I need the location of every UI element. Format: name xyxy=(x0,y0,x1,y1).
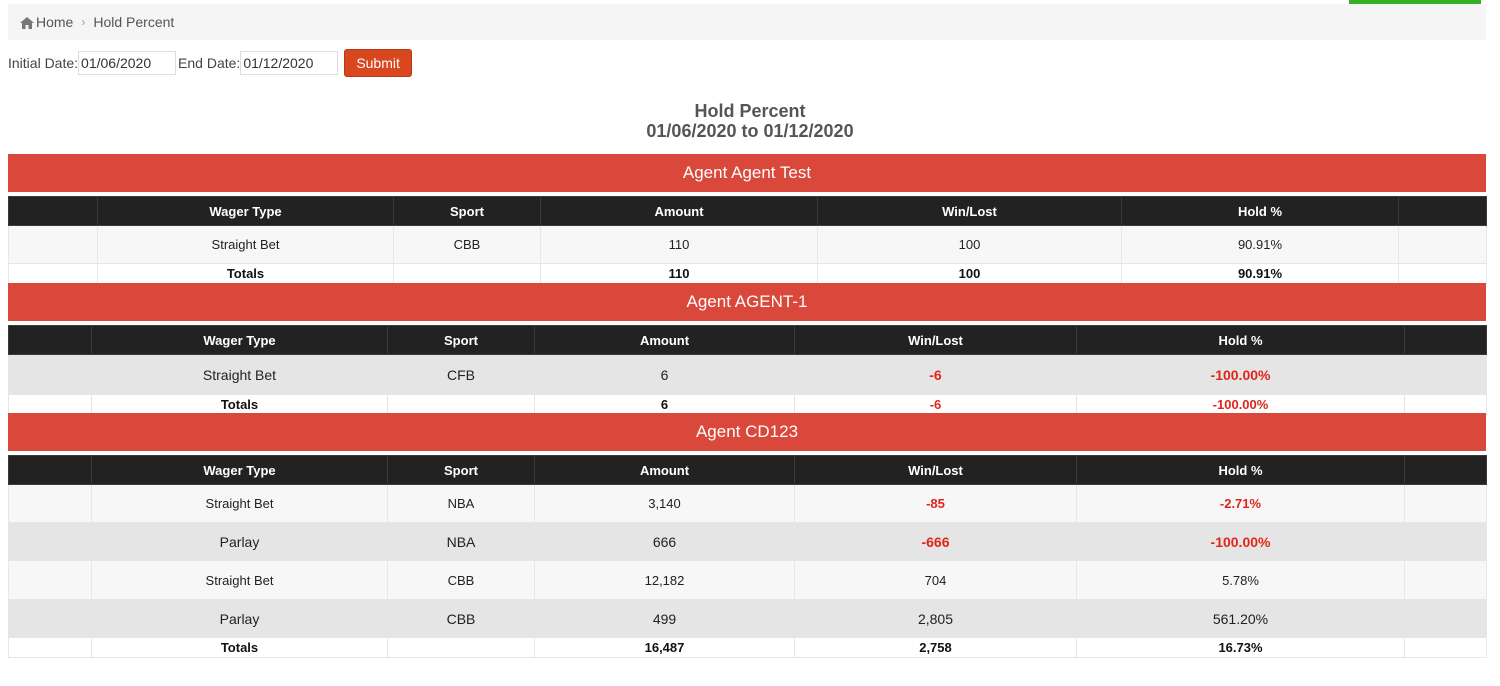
totals-win-lost: -6 xyxy=(795,395,1077,415)
table-header-row xyxy=(9,197,1487,226)
sport-cell: NBA xyxy=(388,485,535,523)
end-date-label: End Date: xyxy=(178,55,241,71)
amount-cell: 3,140 xyxy=(535,485,795,523)
table-row xyxy=(9,485,1487,523)
amount-cell: 12,182 xyxy=(535,561,795,600)
wager-type-cell: Parlay xyxy=(92,600,388,638)
chevron-right-icon: › xyxy=(81,15,86,29)
report-heading xyxy=(0,101,1500,141)
win-lost-cell: -6 xyxy=(795,355,1077,395)
column-header-win-lost[interactable]: Win/Lost xyxy=(818,197,1122,226)
hold-cell: -2.71% xyxy=(1077,485,1405,523)
totals-hold: 16.73% xyxy=(1077,638,1405,658)
table-row xyxy=(9,600,1487,638)
initial-date-input[interactable] xyxy=(78,51,176,75)
column-header-hold[interactable]: Hold % xyxy=(1122,197,1399,226)
column-header-amount[interactable]: Amount xyxy=(535,326,795,355)
hold-cell: -100.00% xyxy=(1077,523,1405,561)
agent-section-header: Agent CD123 xyxy=(8,413,1486,451)
totals-hold: 90.91% xyxy=(1122,264,1399,284)
win-lost-cell: -666 xyxy=(795,523,1077,561)
totals-row xyxy=(9,395,1487,415)
breadcrumb-home-link[interactable]: Home xyxy=(36,14,74,30)
table-row xyxy=(9,355,1487,395)
column-header-amount[interactable]: Amount xyxy=(541,197,818,226)
sport-cell: CFB xyxy=(388,355,535,395)
column-header-wager-type[interactable]: Wager Type xyxy=(92,326,388,355)
totals-amount: 110 xyxy=(541,264,818,284)
breadcrumb-current: Hold Percent xyxy=(93,14,175,30)
amount-cell: 666 xyxy=(535,523,795,561)
totals-label: Totals xyxy=(92,638,388,658)
wager-type-cell: Straight Bet xyxy=(92,485,388,523)
table-header-row xyxy=(9,326,1487,355)
report-title: Hold Percent xyxy=(694,101,806,121)
submit-button[interactable]: Submit xyxy=(344,49,412,77)
totals-hold: -100.00% xyxy=(1077,395,1405,415)
totals-row xyxy=(9,638,1487,658)
win-lost-cell: 100 xyxy=(818,226,1122,264)
column-header-hold[interactable]: Hold % xyxy=(1077,456,1405,485)
totals-win-lost: 2,758 xyxy=(795,638,1077,658)
initial-date-label: Initial Date: xyxy=(8,55,79,71)
column-header-sport[interactable]: Sport xyxy=(388,326,535,355)
win-lost-cell: -85 xyxy=(795,485,1077,523)
amount-cell: 110 xyxy=(541,226,818,264)
column-header-wager-type[interactable]: Wager Type xyxy=(92,456,388,485)
wager-type-cell: Straight Bet xyxy=(92,561,388,600)
column-header-win-lost[interactable]: Win/Lost xyxy=(795,326,1077,355)
wager-type-cell: Parlay xyxy=(92,523,388,561)
hold-table-agent-1 xyxy=(8,325,1487,415)
win-lost-cell: 2,805 xyxy=(795,600,1077,638)
sport-cell: CBB xyxy=(394,226,541,264)
sport-cell: NBA xyxy=(388,523,535,561)
hold-cell: 561.20% xyxy=(1077,600,1405,638)
home-icon xyxy=(20,16,34,28)
amount-cell: 499 xyxy=(535,600,795,638)
agent-section-header: Agent AGENT-1 xyxy=(8,283,1486,321)
end-date-input[interactable] xyxy=(240,51,338,75)
hold-table-agent-test xyxy=(8,196,1487,284)
table-row xyxy=(9,226,1487,264)
column-header-win-lost[interactable]: Win/Lost xyxy=(795,456,1077,485)
totals-amount: 16,487 xyxy=(535,638,795,658)
report-date-range: 01/06/2020 to 01/12/2020 xyxy=(646,121,854,141)
totals-label: Totals xyxy=(98,264,394,284)
column-header-hold[interactable]: Hold % xyxy=(1077,326,1405,355)
sport-cell: CBB xyxy=(388,561,535,600)
column-header-amount[interactable]: Amount xyxy=(535,456,795,485)
column-header-sport[interactable]: Sport xyxy=(388,456,535,485)
table-row xyxy=(9,561,1487,600)
hold-cell: -100.00% xyxy=(1077,355,1405,395)
wager-type-cell: Straight Bet xyxy=(98,226,394,264)
column-header-wager-type[interactable]: Wager Type xyxy=(98,197,394,226)
table-header-row xyxy=(9,456,1487,485)
sport-cell: CBB xyxy=(388,600,535,638)
totals-label: Totals xyxy=(92,395,388,415)
agent-section-header: Agent Agent Test xyxy=(8,154,1486,192)
totals-amount: 6 xyxy=(535,395,795,415)
hold-cell: 5.78% xyxy=(1077,561,1405,600)
totals-row xyxy=(9,264,1487,284)
wager-type-cell: Straight Bet xyxy=(92,355,388,395)
date-filter-bar xyxy=(8,49,412,77)
totals-win-lost: 100 xyxy=(818,264,1122,284)
hold-cell: 90.91% xyxy=(1122,226,1399,264)
win-lost-cell: 704 xyxy=(795,561,1077,600)
column-header-sport[interactable]: Sport xyxy=(394,197,541,226)
breadcrumb xyxy=(8,4,1486,40)
amount-cell: 6 xyxy=(535,355,795,395)
hold-table-cd123 xyxy=(8,455,1487,658)
table-row xyxy=(9,523,1487,561)
